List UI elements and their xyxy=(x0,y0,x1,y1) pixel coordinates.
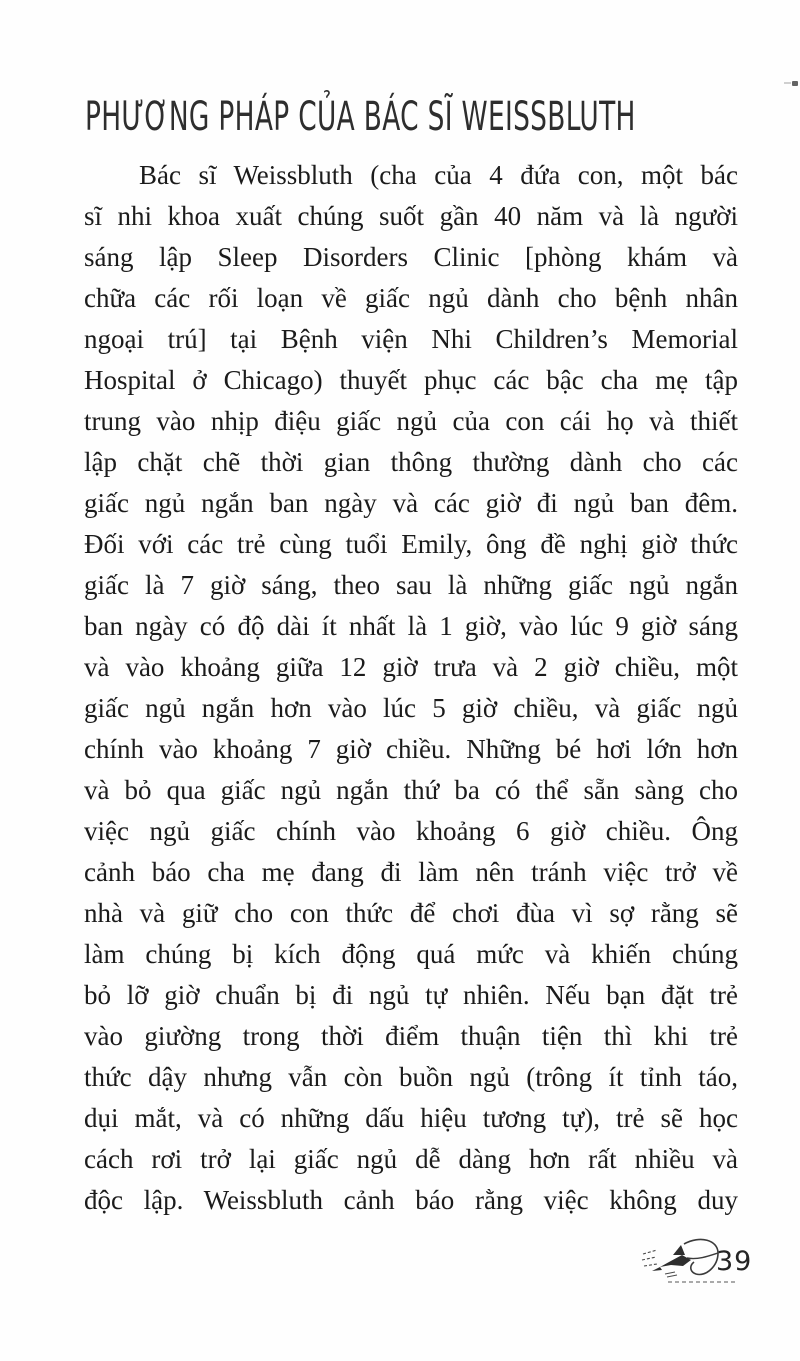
paragraph-line: trung vào nhịp điệu giấc ngủ của con cái họ và thiết xyxy=(84,406,738,436)
paragraph-line: và bỏ qua giấc ngủ ngắn thứ ba có thể sẵn sàng cho xyxy=(84,775,738,805)
paragraph-line: vào giường trong thời điểm thuận tiện thì khi trẻ xyxy=(84,1021,738,1051)
paragraph-line: bỏ lỡ giờ chuẩn bị đi ngủ tự nhiên. Nếu bạn đặt trẻ xyxy=(84,980,738,1010)
page-number: 39 xyxy=(716,1246,753,1277)
paragraph-line: giấc là 7 giờ sáng, theo sau là những giấc ngủ ngắn xyxy=(84,570,738,600)
paragraph-line: chính vào khoảng 7 giờ chiều. Những bé hơi lớn hơn xyxy=(84,734,738,764)
paragraph-line: và vào khoảng giữa 12 giờ trưa và 2 giờ chiều, một xyxy=(84,652,738,682)
paragraph-line: làm chúng bị kích động quá mức và khiến chúng xyxy=(84,939,738,969)
scan-speck xyxy=(792,81,798,86)
paragraph-line: chữa các rối loạn về giấc ngủ dành cho bệnh nhân xyxy=(84,283,738,313)
paragraph-line: dụi mắt, và có những dấu hiệu tương tự), trẻ sẽ học xyxy=(84,1103,738,1133)
paragraph-line: sáng lập Sleep Disorders Clinic [phòng khám và xyxy=(84,242,738,272)
paragraph-line: Bác sĩ Weissbluth (cha của 4 đứa con, một bác xyxy=(139,160,738,190)
paragraph-line: nhà và giữ cho con thức để chơi đùa vì sợ rằng sẽ xyxy=(84,898,738,928)
paragraph-line: giấc ngủ ngắn hơn vào lúc 5 giờ chiều, và giấc ngủ xyxy=(84,693,738,723)
paragraph-line: sĩ nhi khoa xuất chúng suốt gần 40 năm và là người xyxy=(84,201,738,231)
paragraph xyxy=(84,155,738,1221)
paragraph-line: giấc ngủ ngắn ban ngày và các giờ đi ngủ ban đêm. xyxy=(84,488,738,518)
section-heading: PHƯƠNG PHÁP CỦA BÁC SĨ WEISSBLUTH xyxy=(85,94,636,140)
paragraph-line: cách rơi trở lại giấc ngủ dễ dàng hơn rất nhiều và xyxy=(84,1144,738,1174)
paragraph-line: cảnh báo cha mẹ đang đi làm nên tránh việc trở về xyxy=(84,857,738,887)
paragraph-line: Hospital ở Chicago) thuyết phục các bậc cha mẹ tập xyxy=(84,365,738,395)
paragraph-line: độc lập. Weissbluth cảnh báo rằng việc không duy xyxy=(84,1185,738,1215)
paragraph-line: lập chặt chẽ thời gian thông thường dành cho các xyxy=(84,447,738,477)
paragraph-line: ngoại trú] tại Bệnh viện Nhi Children’s Memorial xyxy=(84,324,738,354)
paragraph-line: ban ngày có độ dài ít nhất là 1 giờ, vào lúc 9 giờ sáng xyxy=(84,611,738,641)
paragraph-line: thức dậy nhưng vẫn còn buồn ngủ (trông ít tỉnh táo, xyxy=(84,1062,738,1092)
paragraph-line: Đối với các trẻ cùng tuổi Emily, ông đề nghị giờ thức xyxy=(84,529,738,559)
paragraph-line: việc ngủ giấc chính vào khoảng 6 giờ chiều. Ông xyxy=(84,816,738,846)
